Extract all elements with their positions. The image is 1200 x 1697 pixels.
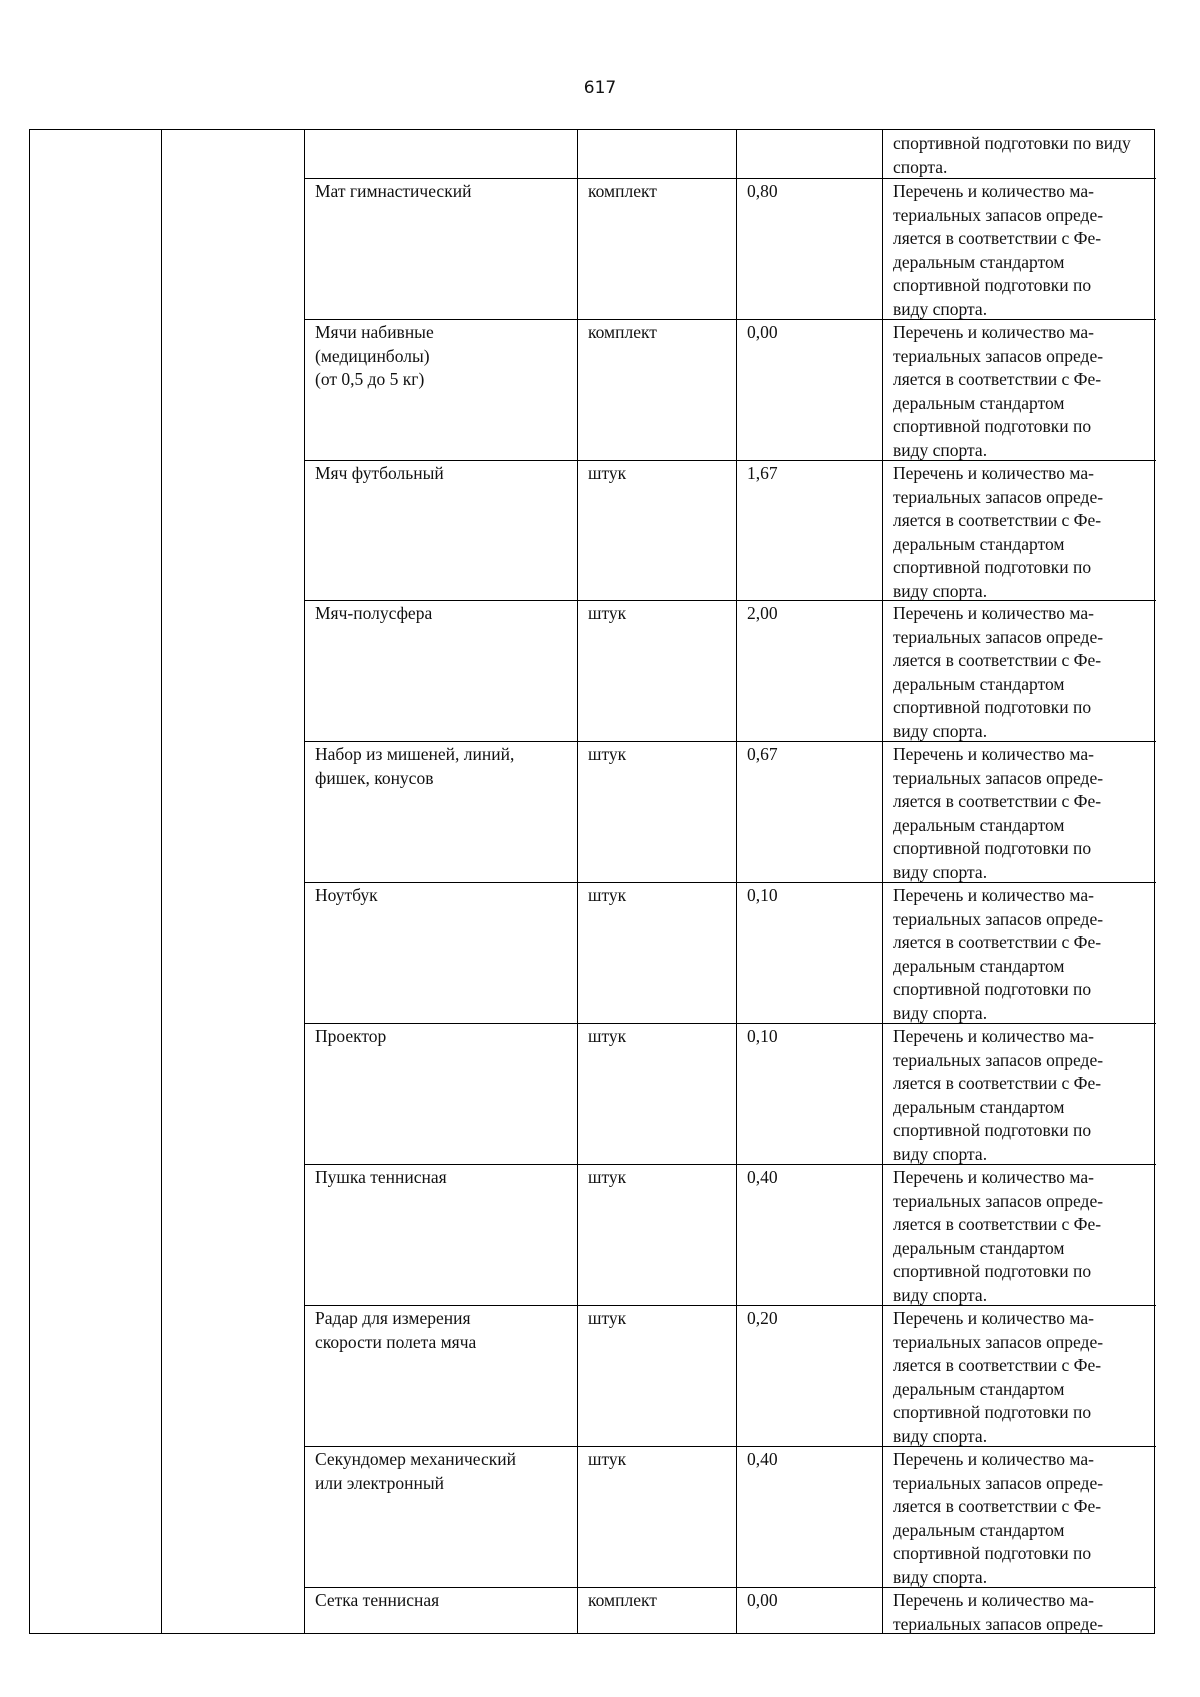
note-cell: Перечень и количество ма- териальных запасов опреде- ляется в соответствии с Фе- деральным стандартом спортивной подготовки по виду спорта. bbox=[893, 885, 1104, 1023]
unit-cell: штук bbox=[588, 603, 627, 623]
unit-cell: штук bbox=[588, 744, 627, 764]
quantity-cell: 0,40 bbox=[747, 1449, 778, 1469]
equipment-name-cell: Проектор bbox=[315, 1026, 387, 1046]
quantity-cell: 0,20 bbox=[747, 1308, 778, 1328]
note-cell: Перечень и количество ма- териальных запасов опреде- ляется в соответствии с Фе- деральным стандартом спортивной подготовки по виду спорта. bbox=[893, 1308, 1104, 1446]
row-divider bbox=[304, 1587, 1156, 1588]
equipment-name-cell: Секундомер механический или электронный bbox=[315, 1449, 516, 1493]
equipment-name-cell: Радар для измерения скорости полета мяча bbox=[315, 1308, 477, 1352]
row-divider bbox=[304, 1446, 1156, 1447]
quantity-cell: 0,67 bbox=[747, 744, 778, 764]
unit-cell: штук bbox=[588, 1026, 627, 1046]
note-cell: Перечень и количество ма- териальных запасов опреде- ляется в соответствии с Фе- деральным стандартом спортивной подготовки по виду спорта. bbox=[893, 181, 1104, 319]
equipment-name-cell: Сетка теннисная bbox=[315, 1590, 440, 1610]
unit-cell: штук bbox=[588, 1167, 627, 1187]
unit-cell: штук bbox=[588, 1308, 627, 1328]
quantity-cell: 0,00 bbox=[747, 322, 778, 342]
unit-cell: штук bbox=[588, 1449, 627, 1469]
equipment-table bbox=[29, 129, 1155, 1634]
equipment-name-cell: Ноутбук bbox=[315, 885, 378, 905]
quantity-cell: 0,00 bbox=[747, 1590, 778, 1610]
row-divider bbox=[304, 1023, 1156, 1024]
row-divider bbox=[304, 178, 1156, 179]
quantity-cell: 2,00 bbox=[747, 603, 778, 623]
unit-cell: штук bbox=[588, 463, 627, 483]
equipment-name-cell: Мячи набивные (медицинболы) (от 0,5 до 5 кг) bbox=[315, 322, 434, 389]
unit-cell: комплект bbox=[588, 322, 657, 342]
row-divider bbox=[304, 319, 1156, 320]
quantity-cell: 0,10 bbox=[747, 1026, 778, 1046]
row-divider bbox=[304, 882, 1156, 883]
equipment-name-cell: Мат гимнастический bbox=[315, 181, 472, 201]
note-cell: Перечень и количество ма- териальных запасов опреде- ляется в соответствии с Фе- деральным стандартом спортивной подготовки по виду спорта. bbox=[893, 1026, 1104, 1164]
equipment-name-cell: Пушка теннисная bbox=[315, 1167, 447, 1187]
quantity-cell: 1,67 bbox=[747, 463, 778, 483]
note-cell: Перечень и количество ма- териальных запасов опреде- ляется в соответствии с Фе- деральным стандартом спортивной подготовки по виду спорта. bbox=[893, 1167, 1104, 1305]
quantity-cell: 0,80 bbox=[747, 181, 778, 201]
equipment-name-cell: Мяч футбольный bbox=[315, 463, 444, 483]
row-divider bbox=[304, 460, 1156, 461]
equipment-name-cell: Набор из мишеней, линий, фишек, конусов bbox=[315, 744, 515, 788]
note-cell: Перечень и количество ма- териальных запасов опреде- ляется в соответствии с Фе- деральным стандартом спортивной подготовки по виду спорта. bbox=[893, 322, 1104, 460]
note-cell: Перечень и количество ма- териальных запасов опреде- ляется в соответствии с Фе- деральным стандартом спортивной подготовки по виду спорта. bbox=[893, 1449, 1104, 1587]
row-divider bbox=[304, 600, 1156, 601]
row-divider bbox=[304, 1305, 1156, 1306]
equipment-name-cell: Мяч-полусфера bbox=[315, 603, 433, 623]
quantity-cell: 0,10 bbox=[747, 885, 778, 905]
row-divider bbox=[304, 1164, 1156, 1165]
unit-cell: комплект bbox=[588, 1590, 657, 1610]
note-cell: Перечень и количество ма- териальных запасов опреде- ляется в соответствии с Фе- деральным стандартом спортивной подготовки по виду спорта. bbox=[893, 603, 1104, 741]
row-divider bbox=[304, 741, 1156, 742]
unit-cell: штук bbox=[588, 885, 627, 905]
note-cell: Перечень и количество ма- териальных запасов опреде- bbox=[893, 1590, 1104, 1634]
quantity-cell: 0,40 bbox=[747, 1167, 778, 1187]
continued-note-cell: спортивной подготовки по виду спорта. bbox=[893, 133, 1131, 177]
page-number: 617 bbox=[583, 78, 617, 98]
note-cell: Перечень и количество ма- териальных запасов опреде- ляется в соответствии с Фе- деральным стандартом спортивной подготовки по виду спорта. bbox=[893, 463, 1104, 601]
unit-cell: комплект bbox=[588, 181, 657, 201]
column-divider bbox=[161, 130, 162, 1633]
note-cell: Перечень и количество ма- териальных запасов опреде- ляется в соответствии с Фе- деральным стандартом спортивной подготовки по виду спорта. bbox=[893, 744, 1104, 882]
